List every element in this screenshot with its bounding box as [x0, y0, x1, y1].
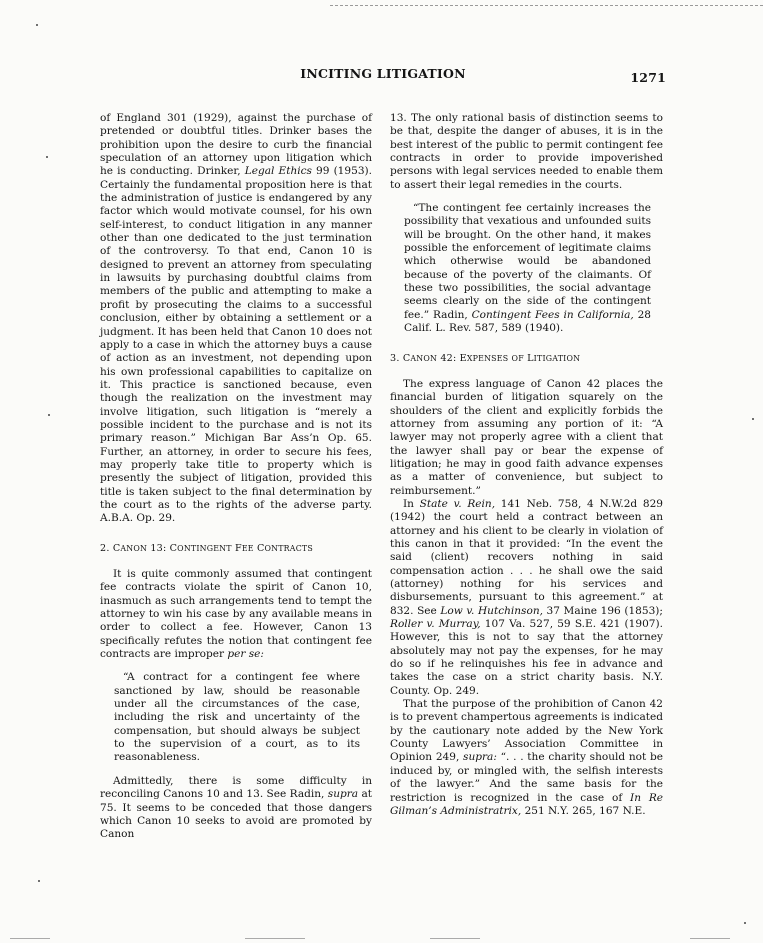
paragraph	[390, 112, 663, 192]
left-column	[100, 112, 372, 842]
scan-speck	[36, 24, 38, 26]
text-run: 28 Calif. L. Rev. 587, 589 (1940).	[404, 308, 651, 335]
text-run: 99 (1953). Certainly the fundamental proposition here is that the administration of justice is endangered by any factor which would motivate counsel, for his own self-interest, to conduct litigation in any manner other than one dedicated to the just termination of the controversy. To that end, Canon 10 is designed to prevent an attorney from speculating in lawsuits by purchasing doubtful claims from members of the public and attempting to make a profit by prosecuting the claims to a successful conclusion, either by obtaining a settlement or a judgment. It has been held that Canon 10 does not apply to a case in which the attorney buys a cause of action as an investment, not depending upon his own professional capabilities to capitalize on it. This practice is sanctioned because, even though the realization on the investment may involve litigation, such litigation is “merely a possible incident to the purchase and is not its primary reason.” Michigan Bar Ass’n Op. 65. Further, an attorney, in order to secure his fees, may properly take title to property which is presently the subject of litigation, provided this title is taken subject to the final determination by the court as to the rights of the adverse party. A.B.A. Op. 29.	[100, 165, 372, 525]
running-head	[100, 66, 666, 86]
italic-citation: Roller v. Murray,	[390, 618, 481, 631]
paragraph	[100, 112, 372, 526]
text-run: In	[403, 497, 420, 510]
text-run: 251 N.Y. 265, 167 N.E.	[521, 804, 646, 817]
italic-citation: State v. Rein,	[419, 497, 496, 510]
italic-citation: Low v. Hutchinson,	[440, 604, 543, 617]
section-heading-canon-13: 2. CANON 13: CONTINGENT FEE CONTRACTS	[100, 542, 313, 554]
italic-citation: supra:	[463, 751, 497, 764]
page-number: 1271	[630, 70, 666, 85]
text-run: 13. The only rational basis of distinction seems to be that, despite the danger of abuses, it is in the best interest of the public to permit contingent fee contracts in order to provide impoverished persons with legal services needed to enable them to assert their legal remedies in the courts.	[390, 112, 663, 191]
scan-speck	[48, 414, 50, 416]
paragraph	[100, 775, 372, 842]
scan-edge-mark	[430, 938, 480, 939]
paragraph	[390, 698, 663, 818]
paragraph	[390, 378, 663, 498]
text-run: 37 Maine 196 (1853);	[542, 604, 663, 617]
text-run: of England 301 (1929), against the purchase of pretended or doubtful titles. Drinker bases the prohibition upon the desire to curb the financial speculation of an attorney upon litigation which he is conducting. Drinker,	[100, 112, 372, 178]
scan-speck	[46, 156, 48, 158]
right-column	[390, 112, 663, 818]
block-quote: “A contract for a contingent fee where sanctioned by law, should be reasonable under all the circumstances of the case, including the risk and uncertainty of the compensation, but should always be subject to the supervision of a court, as to its reasonableness.	[114, 671, 360, 764]
text-run: at 75. It seems to be conceded that those dangers which Canon 10 seeks to avoid are promoted by Canon	[100, 788, 372, 841]
scan-edge-mark	[245, 938, 305, 939]
text-run: Admittedly, there is some difficulty in reconciling Canons 10 and 13. See Radin,	[100, 774, 372, 801]
text-run: That the purpose of the prohibition of Canon 42 is to prevent champertous agreements is indicated by the cautionary note added by the New York County Lawyers’ Association Committee in Opinion 249,	[390, 698, 663, 764]
italic-citation: Contingent Fees in California,	[471, 308, 634, 321]
text-run: 141 Neb. 758, 4 N.W.2d 829 (1942) the court held a contract between an attorney and his client to be clearly in violation of this canon in that it provided: “In the event the said (client) recovers nothing in said compensation action . . . he shall owe the said (attorney) nothing for his services and disbursements, pursuant to this agreement.” at 832. See	[390, 497, 663, 617]
scan-speck	[752, 418, 754, 420]
block-quote	[404, 202, 651, 335]
paragraph	[390, 498, 663, 698]
italic-citation: supra	[327, 788, 359, 801]
text-run: It is quite commonly assumed that contingent fee contracts violate the spirit of Canon 10, inasmuch as such arrangements tend to tempt the attorney to win his case by any available means in order to collect a fee. However, Canon 13 specifically refutes the notion that contingent fee contracts are improper	[100, 568, 372, 661]
scan-edge-mark	[10, 938, 50, 939]
italic-citation: In Re Gilman’s Administratrix,	[390, 791, 664, 817]
scan-speck	[744, 922, 746, 924]
scan-speck	[38, 880, 40, 882]
section-heading-canon-42: 3. CANON 42: EXPENSES OF LITIGATION	[390, 352, 581, 364]
top-edge-rule	[330, 5, 763, 6]
text-run: “. . . the charity should not be induced by, or mingled with, the selfish interests of the lawyer.” And the same basis for the restriction is recognized in the case of	[390, 751, 663, 804]
text-run: The express language of Canon 42 places the financial burden of litigation squarely on the shoulders of the client and explicitly forbids the attorney from assuming any portion of it: “A lawyer may not properly agree with a client that the lawyer shall pay or bear the expense of litigation; he may in good faith advance expenses as a matter of convenience, but subject to reimbursement.”	[390, 377, 663, 497]
running-title: INCITING LITIGATION	[300, 66, 466, 81]
text-run: “The contingent fee certainly increases the possibility that vexatious and unfounded suits will be brought. On the other hand, it makes possible the enforcement of legitimate claims which otherwise would be abandoned because of the poverty of the claimants. Of these two possibilities, the social advantage seems clearly on the side of the contingent fee.” Radin,	[404, 202, 651, 321]
italic-citation: Legal Ethics	[244, 165, 312, 178]
text-run: 107 Va. 527, 59 S.E. 421 (1907). However, this is not to say that the attorney absolutely may not pay the expenses, for he may do so if he relinquishes his fee in advance and takes the case on a strict charity basis. N.Y. County. Op. 249.	[390, 618, 663, 697]
paragraph	[100, 568, 372, 661]
italic-citation: per se:	[227, 648, 264, 661]
scan-edge-mark	[690, 938, 730, 939]
